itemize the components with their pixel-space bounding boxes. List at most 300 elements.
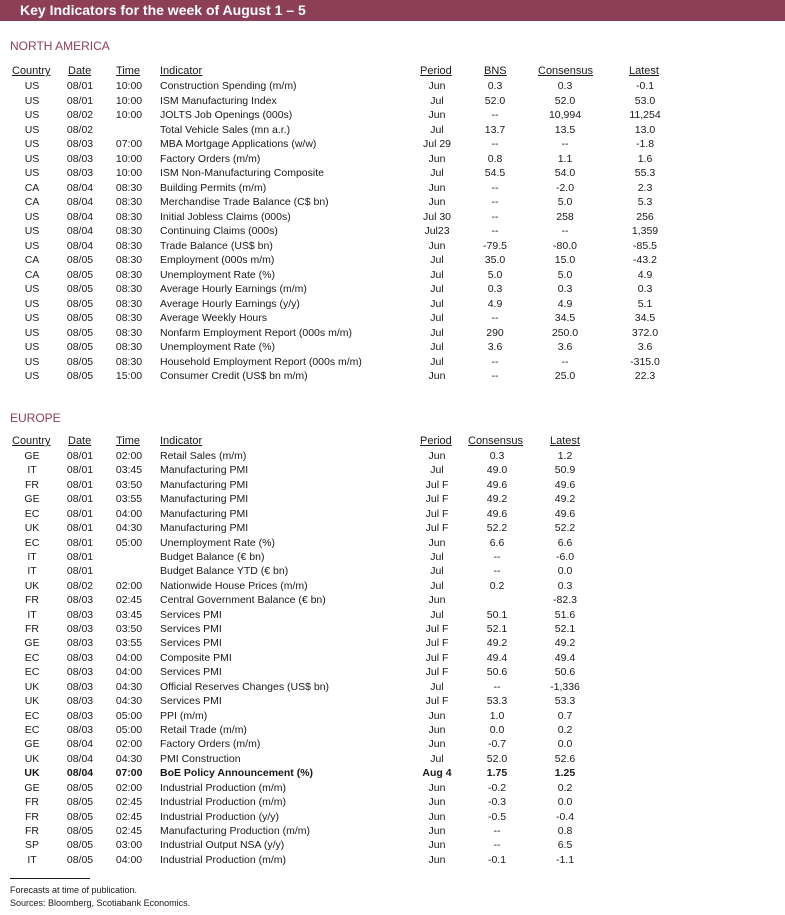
cell-date: 08/03: [66, 680, 94, 693]
cell-bns: --: [491, 210, 499, 223]
cell-latest: -85.5: [633, 239, 657, 252]
cell-bns: --: [491, 109, 499, 121]
cell-time: 04:30: [115, 695, 143, 708]
cell-date: 08/05: [66, 297, 94, 310]
col-indicator: Indicator: [160, 65, 203, 77]
cell-time: 08:30: [115, 210, 143, 223]
cell-country: US: [24, 138, 40, 150]
cell-date: 08/05: [66, 254, 94, 266]
cell-time: 02:45: [115, 810, 143, 823]
cell-consensus: 49.4: [486, 651, 508, 664]
cell-consensus: 5.0: [557, 268, 573, 281]
cell-country: US: [24, 326, 40, 339]
cell-date: 08/03: [66, 695, 94, 708]
cell-indicator: ISM Non-Manufacturing Composite: [160, 167, 324, 179]
cell-latest: 0.8: [557, 824, 573, 837]
cell-country: IT: [27, 565, 37, 578]
cell-time: 04:30: [115, 752, 143, 765]
cell-time: 04:00: [115, 507, 143, 520]
col-time: Time: [116, 65, 141, 77]
cell-latest: 13.0: [634, 123, 656, 136]
cell-date: 08/05: [66, 326, 94, 339]
cell-time: 08:30: [115, 326, 143, 339]
cell-indicator: Services PMI: [160, 695, 222, 708]
table-row: [0, 195, 785, 209]
cell-time: 08:30: [115, 196, 143, 208]
cell-country: US: [24, 225, 40, 237]
footnote-forecasts: Forecasts at time of publication.: [10, 885, 138, 895]
cell-consensus: 15.0: [554, 254, 576, 266]
cell-time: 05:00: [115, 709, 143, 722]
cell-country: US: [24, 167, 40, 179]
table-row: [0, 622, 785, 636]
col-bns: BNS: [484, 65, 507, 77]
cell-country: CA: [24, 196, 40, 208]
cell-date: 08/05: [66, 853, 94, 866]
cell-time: 10:00: [115, 94, 143, 107]
cell-latest: 50.9: [554, 464, 576, 477]
cell-country: EC: [24, 723, 40, 736]
cell-period: Jul F: [425, 637, 449, 650]
cell-bns: 35.0: [484, 254, 506, 266]
table-row: [0, 210, 785, 224]
cell-indicator: Employment (000s m/m): [160, 254, 275, 266]
cell-date: 08/05: [66, 370, 94, 382]
cell-indicator: Building Permits (m/m): [160, 181, 267, 194]
cell-latest: 1.2: [557, 450, 573, 462]
cell-latest: 22.3: [634, 370, 656, 382]
cell-country: US: [24, 283, 40, 295]
cell-consensus: 0.3: [557, 283, 573, 295]
cell-period: Jun: [428, 239, 446, 252]
cell-latest: 4.9: [637, 268, 653, 281]
cell-period: Jul: [430, 565, 444, 578]
cell-period: Jul F: [425, 507, 449, 520]
cell-date: 08/01: [66, 478, 94, 491]
cell-period: Jul: [430, 752, 444, 765]
cell-time: 03:50: [115, 478, 143, 491]
cell-period: Jul: [430, 312, 444, 324]
cell-country: EC: [24, 651, 40, 664]
cell-time: 02:45: [115, 796, 143, 809]
cell-consensus: 52.0: [486, 752, 508, 765]
cell-consensus: 1.75: [486, 767, 508, 780]
table-row: [0, 608, 785, 622]
table-row: [0, 166, 785, 180]
cell-period: Jul F: [425, 666, 449, 679]
cell-time: 02:00: [115, 450, 143, 462]
cell-bns: 52.0: [484, 94, 506, 107]
table-row: [0, 824, 785, 838]
cell-bns: --: [491, 181, 499, 194]
table-row: [0, 781, 785, 795]
cell-bns: -79.5: [483, 239, 507, 252]
cell-time: 03:55: [115, 493, 143, 506]
cell-date: 08/01: [66, 565, 94, 578]
cell-consensus: 3.6: [557, 341, 573, 353]
cell-date: 08/05: [66, 312, 94, 324]
cell-latest: -0.4: [555, 810, 575, 823]
cell-period: Jun: [428, 109, 446, 121]
cell-country: IT: [27, 464, 37, 477]
cell-period: Jun: [428, 723, 446, 736]
cell-latest: 256: [636, 210, 654, 223]
cell-country: FR: [25, 824, 39, 837]
cell-country: FR: [25, 594, 39, 607]
cell-period: Jul 29: [422, 138, 452, 150]
cell-time: 02:45: [115, 594, 143, 607]
cell-period: Aug 4: [422, 767, 452, 780]
cell-date: 08/05: [66, 796, 94, 809]
cell-indicator: Budget Balance YTD (€ bn): [160, 565, 289, 578]
cell-date: 08/04: [66, 767, 94, 780]
cell-country: FR: [25, 810, 39, 823]
table-row: [0, 838, 785, 852]
cell-date: 08/05: [66, 355, 94, 368]
cell-indicator: Official Reserves Changes (US$ bn): [160, 680, 330, 693]
cell-indicator: Services PMI: [160, 637, 222, 650]
cell-country: IT: [27, 550, 37, 563]
cell-period: Jul: [430, 550, 444, 563]
table-row: [0, 79, 785, 93]
cell-period: Jul F: [425, 623, 449, 636]
cell-consensus: 10,994: [548, 109, 582, 121]
table-row: [0, 478, 785, 492]
footnote-divider: [10, 878, 90, 879]
table-row: [0, 810, 785, 824]
cell-latest: -1.1: [555, 853, 575, 866]
cell-country: GE: [24, 637, 40, 650]
cell-country: UK: [24, 522, 40, 535]
cell-country: FR: [25, 478, 39, 491]
table-row: [0, 694, 785, 708]
cell-period: Jul F: [425, 478, 449, 491]
cell-bns: 3.6: [487, 341, 503, 353]
cell-consensus: 49.2: [486, 637, 508, 650]
cell-date: 08/03: [66, 723, 94, 736]
cell-bns: 290: [486, 326, 504, 339]
cell-time: 07:00: [115, 138, 143, 150]
table-row: [0, 795, 785, 809]
cell-date: 08/04: [66, 239, 94, 252]
cell-indicator: Retail Sales (m/m): [160, 450, 247, 462]
cell-country: GE: [24, 781, 40, 794]
cell-indicator: Merchandise Trade Balance (C$ bn): [160, 196, 329, 208]
cell-date: 08/04: [66, 210, 94, 223]
cell-latest: 0.0: [557, 796, 573, 809]
cell-date: 08/01: [66, 522, 94, 535]
cell-consensus: -0.3: [487, 796, 507, 809]
cell-latest: 53.0: [634, 94, 656, 107]
cell-time: 05:00: [115, 536, 143, 549]
cell-country: EC: [24, 536, 40, 549]
table-row: [0, 340, 785, 354]
north-america-heading: NORTH AMERICA: [10, 39, 110, 53]
cell-indicator: Services PMI: [160, 666, 222, 679]
cell-consensus: --: [493, 680, 501, 693]
cell-period: Jul: [430, 297, 444, 310]
cell-latest: -82.3: [553, 594, 577, 607]
table-row: [0, 224, 785, 238]
cell-bns: --: [491, 196, 499, 208]
cell-period: Jun: [428, 824, 446, 837]
cell-consensus: 52.2: [486, 522, 508, 535]
cell-period: Jul23: [424, 225, 450, 237]
cell-time: 03:45: [115, 608, 143, 621]
cell-bns: --: [491, 370, 499, 382]
cell-country: US: [24, 341, 40, 353]
cell-time: 02:00: [115, 781, 143, 794]
table-row: [0, 723, 785, 737]
cell-period: Jun: [428, 738, 446, 751]
table-row: [0, 369, 785, 383]
cell-date: 08/01: [66, 550, 94, 563]
cell-date: 08/03: [66, 666, 94, 679]
cell-period: Jul F: [425, 493, 449, 506]
cell-latest: 49.6: [554, 507, 576, 520]
cell-latest: 52.2: [554, 522, 576, 535]
cell-period: Jul: [430, 326, 444, 339]
cell-country: GE: [24, 493, 40, 506]
table-row: [0, 239, 785, 253]
cell-date: 08/03: [66, 709, 94, 722]
col-consensus: Consensus: [538, 65, 594, 77]
cell-date: 08/03: [66, 651, 94, 664]
col-date: Date: [68, 435, 92, 447]
cell-period: Jul: [430, 123, 444, 136]
cell-indicator: Unemployment Rate (%): [160, 341, 275, 353]
cell-period: Jul F: [425, 651, 449, 664]
cell-time: 04:00: [115, 666, 143, 679]
cell-country: GE: [24, 738, 40, 751]
table-row: [0, 752, 785, 766]
cell-consensus: 50.1: [486, 608, 508, 621]
cell-indicator: Consumer Credit (US$ bn m/m): [160, 370, 308, 382]
cell-indicator: Services PMI: [160, 608, 222, 621]
cell-latest: 11,254: [629, 109, 661, 121]
cell-time: 02:00: [115, 738, 143, 751]
cell-date: 08/01: [66, 536, 94, 549]
cell-date: 08/04: [66, 196, 94, 208]
cell-country: EC: [24, 709, 40, 722]
cell-time: 10:00: [115, 109, 143, 121]
cell-date: 08/01: [66, 493, 94, 506]
cell-indicator: Factory Orders (m/m): [160, 152, 261, 165]
cell-consensus: 0.3: [557, 80, 573, 92]
cell-latest: 5.3: [637, 196, 653, 208]
cell-time: 04:30: [115, 680, 143, 693]
cell-period: Jul 30: [422, 210, 452, 223]
table-row: [0, 536, 785, 550]
cell-date: 08/04: [66, 738, 94, 751]
cell-indicator: BoE Policy Announcement (%): [160, 767, 314, 780]
table-row: [0, 737, 785, 751]
cell-period: Jul: [430, 341, 444, 353]
cell-time: 08:30: [115, 239, 143, 252]
table-row: [0, 492, 785, 506]
cell-indicator: Average Hourly Earnings (m/m): [160, 283, 307, 295]
table-row: [0, 253, 785, 267]
cell-latest: 52.1: [554, 623, 576, 636]
cell-country: US: [24, 109, 40, 121]
page-title: Key Indicators for the week of August 1 – 5: [20, 2, 306, 18]
cell-latest: 1.6: [637, 152, 653, 165]
cell-time: 03:00: [115, 839, 143, 852]
cell-country: UK: [24, 579, 40, 592]
cell-period: Jun: [428, 709, 446, 722]
cell-indicator: Nonfarm Employment Report (000s m/m): [160, 326, 352, 339]
cell-period: Jun: [428, 196, 446, 208]
cell-time: 08:30: [115, 225, 143, 237]
cell-latest: 34.5: [634, 312, 656, 324]
cell-indicator: Unemployment Rate (%): [160, 536, 275, 549]
cell-date: 08/04: [66, 181, 94, 194]
cell-consensus: --: [561, 138, 569, 150]
cell-country: US: [24, 297, 40, 310]
cell-consensus: -0.7: [487, 738, 507, 751]
cell-country: SP: [24, 839, 39, 852]
cell-time: 08:30: [115, 297, 143, 310]
cell-time: 08:30: [115, 283, 143, 295]
col-consensus: Consensus: [468, 435, 524, 447]
cell-date: 08/04: [66, 752, 94, 765]
cell-latest: 3.6: [637, 341, 653, 353]
cell-period: Jun: [428, 370, 446, 382]
cell-bns: --: [491, 225, 499, 237]
cell-consensus: -0.1: [487, 853, 507, 866]
cell-period: Jul: [430, 579, 444, 592]
table-row: [0, 463, 785, 477]
cell-indicator: Household Employment Report (000s m/m): [160, 355, 362, 368]
cell-period: Jun: [428, 536, 446, 549]
cell-date: 08/02: [66, 109, 94, 121]
cell-date: 08/01: [66, 464, 94, 477]
cell-latest: 0.0: [557, 738, 573, 751]
cell-latest: 372.0: [631, 326, 659, 339]
cell-consensus: 54.0: [554, 167, 576, 179]
cell-date: 08/05: [66, 268, 94, 281]
cell-indicator: Unemployment Rate (%): [160, 268, 275, 281]
cell-latest: 0.2: [557, 723, 573, 736]
cell-latest: -1.8: [635, 138, 655, 150]
cell-bns: 4.9: [487, 297, 503, 310]
cell-date: 08/02: [66, 579, 94, 592]
cell-time: 08:30: [115, 254, 143, 266]
col-country: Country: [12, 435, 51, 447]
table-row: [0, 521, 785, 535]
cell-indicator: ISM Manufacturing Index: [160, 94, 277, 107]
cell-indicator: Continuing Claims (000s): [160, 225, 278, 237]
cell-consensus: 34.5: [554, 312, 576, 324]
cell-date: 08/05: [66, 283, 94, 295]
cell-consensus: 49.6: [486, 478, 508, 491]
cell-latest: -0.1: [635, 80, 655, 92]
cell-indicator: Factory Orders (m/m): [160, 738, 261, 751]
col-indicator: Indicator: [160, 435, 203, 447]
table-row: [0, 123, 785, 137]
cell-time: 02:00: [115, 579, 143, 592]
cell-country: UK: [24, 695, 40, 708]
cell-consensus: 4.9: [557, 297, 573, 310]
cell-consensus: --: [561, 355, 569, 368]
cell-latest: 51.6: [554, 608, 576, 621]
cell-bns: 0.3: [487, 80, 503, 92]
cell-consensus: 250.0: [551, 326, 579, 339]
table-row: [0, 449, 785, 463]
cell-country: US: [24, 152, 40, 165]
cell-country: US: [24, 239, 40, 252]
table-row: [0, 507, 785, 521]
col-period: Period: [420, 435, 452, 447]
cell-indicator: Manufacturing Production (m/m): [160, 824, 310, 837]
cell-indicator: Industrial Output NSA (y/y): [160, 839, 285, 852]
cell-period: Jun: [428, 594, 446, 607]
cell-indicator: Trade Balance (US$ bn): [160, 239, 273, 252]
cell-period: Jul: [430, 254, 444, 266]
cell-time: 10:00: [115, 80, 143, 92]
cell-date: 08/05: [66, 824, 94, 837]
cell-latest: 6.6: [557, 536, 573, 549]
cell-indicator: Manufacturing PMI: [160, 507, 249, 520]
cell-period: Jul: [430, 94, 444, 107]
cell-consensus: 5.0: [557, 196, 573, 208]
cell-time: 03:50: [115, 623, 143, 636]
cell-indicator: Industrial Production (m/m): [160, 781, 287, 794]
cell-consensus: --: [493, 565, 501, 578]
cell-bns: --: [491, 312, 499, 324]
cell-period: Jul: [430, 464, 444, 477]
cell-latest: -43.2: [633, 254, 657, 266]
cell-date: 08/02: [66, 123, 94, 136]
table-row: [0, 297, 785, 311]
cell-consensus: 52.0: [554, 94, 576, 107]
table-row: [0, 326, 785, 340]
cell-date: 08/03: [66, 594, 94, 607]
cell-time: 08:30: [115, 268, 143, 281]
cell-consensus: 0.3: [489, 450, 505, 462]
cell-consensus: 0.0: [489, 723, 505, 736]
cell-latest: -6.0: [555, 550, 575, 563]
cell-indicator: Industrial Production (m/m): [160, 796, 287, 809]
cell-consensus: --: [561, 225, 569, 237]
cell-country: FR: [25, 796, 39, 809]
cell-date: 08/05: [66, 341, 94, 353]
table-row: [0, 181, 785, 195]
cell-date: 08/03: [66, 637, 94, 650]
table-row: [0, 651, 785, 665]
cell-latest: 0.3: [557, 579, 573, 592]
europe-heading: EUROPE: [10, 411, 61, 425]
cell-country: FR: [25, 623, 39, 636]
cell-bns: --: [491, 138, 499, 150]
cell-latest: 49.2: [554, 637, 576, 650]
cell-time: 08:30: [115, 312, 143, 324]
cell-country: US: [24, 312, 40, 324]
cell-country: EC: [24, 666, 40, 679]
cell-consensus: 1.1: [557, 152, 573, 165]
cell-country: US: [24, 94, 40, 107]
cell-indicator: Manufacturing PMI: [160, 478, 249, 491]
cell-bns: 54.5: [484, 167, 506, 179]
cell-country: US: [24, 123, 40, 136]
cell-country: US: [24, 355, 40, 368]
cell-country: GE: [24, 450, 40, 462]
cell-indicator: Initial Jobless Claims (000s): [160, 210, 291, 223]
table-row: [0, 766, 785, 780]
table-row: [0, 268, 785, 282]
cell-indicator: Industrial Production (m/m): [160, 853, 287, 866]
cell-bns: --: [491, 355, 499, 368]
